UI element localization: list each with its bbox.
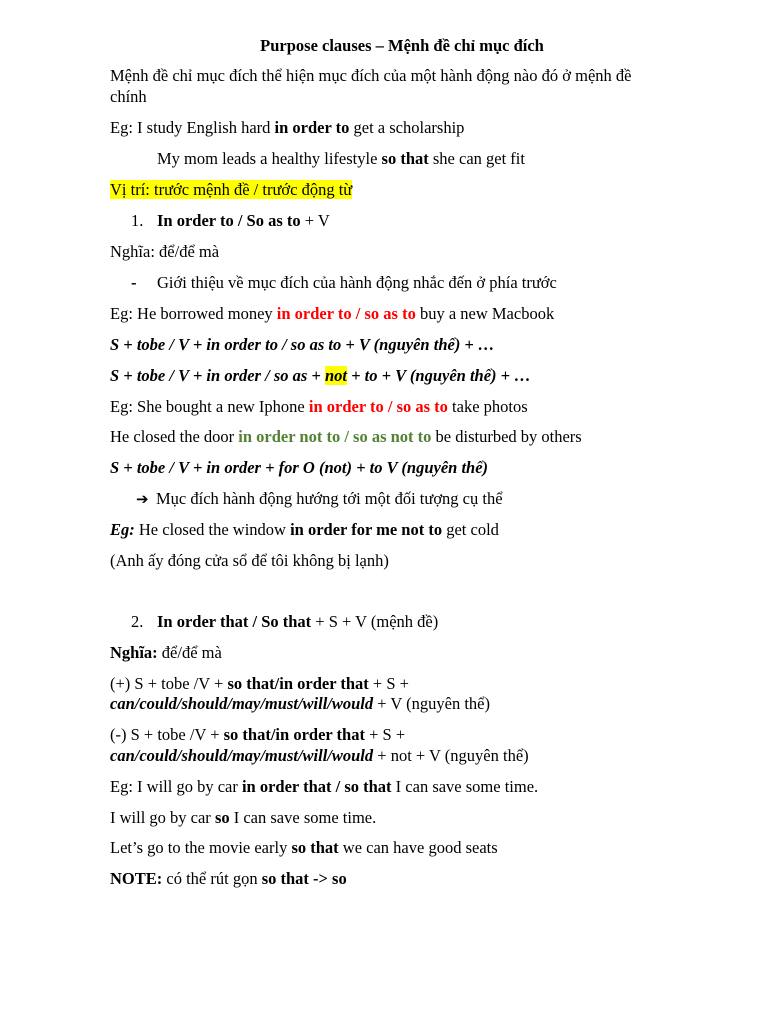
formula-2: S + tobe / V + in order / so as + not + to + V (nguyên thể) + … (110, 366, 531, 385)
example-1: Eg: I study English hard in order to get a scholarship (110, 118, 465, 137)
position-note: Vị trí: trước mệnh đề / trước động từ (110, 180, 353, 199)
arrow-note: ➔ Mục đích hành động hướng tới một đối tượng cụ thể (136, 489, 503, 508)
positive-formula-line-2: can/could/should/may/must/will/would + V (nguyên thể) (110, 694, 491, 713)
section-1-example-2: Eg: She bought a new Iphone in order to / so as to take photos (110, 397, 528, 416)
section-2-meaning: Nghĩa: để/để mà (110, 643, 222, 662)
intro-line-2: chính (110, 87, 147, 106)
positive-formula-line-1: (+) S + tobe /V + so that/in order that + S + (110, 674, 409, 693)
page-title: Purpose clauses – Mệnh đề chỉ mục đích (260, 36, 544, 55)
section-2-heading: 2. In order that / So that + S + V (mệnh đề) (131, 612, 439, 631)
section-2-example-3: Let’s go to the movie early so that we can have good seats (110, 838, 498, 857)
formula-3: S + tobe / V + in order + for O (not) + to V (nguyên thể) (110, 458, 489, 477)
intro-line-1: Mệnh đề chỉ mục đích thể hiện mục đích của một hành động nào đó ở mệnh đề (110, 66, 632, 85)
section-1-example-1: Eg: He borrowed money in order to / so as to buy a new Macbook (110, 304, 555, 323)
section-2-example-1: Eg: I will go by car in order that / so that I can save some time. (110, 777, 539, 796)
section-1-example-4: Eg: He closed the window in order for me not to get cold (110, 520, 499, 539)
section-1-heading: 1. In order to / So as to + V (131, 211, 330, 230)
section-2-example-2: I will go by car so I can save some time. (110, 808, 377, 827)
section-1-bullet: - Giới thiệu về mục đích của hành động nhắc đến ở phía trước (131, 273, 557, 292)
negative-formula-line-2: can/could/should/may/must/will/would + not + V (nguyên thể) (110, 746, 529, 765)
negative-formula-line-1: (-) S + tobe /V + so that/in order that + S + (110, 725, 406, 744)
section-1-translation: (Anh ấy đóng cửa sổ để tôi không bị lạnh) (110, 551, 389, 570)
arrow-right-icon: ➔ (136, 490, 149, 508)
section-1-example-3: He closed the door in order not to / so as not to be disturbed by others (110, 427, 582, 446)
section-1-meaning: Nghĩa: để/để mà (110, 242, 220, 261)
note: NOTE: có thể rút gọn so that -> so (110, 869, 347, 888)
example-2: My mom leads a healthy lifestyle so that she can get fit (157, 149, 525, 168)
formula-1: S + tobe / V + in order to / so as to + V (nguyên thể) + … (110, 335, 495, 354)
